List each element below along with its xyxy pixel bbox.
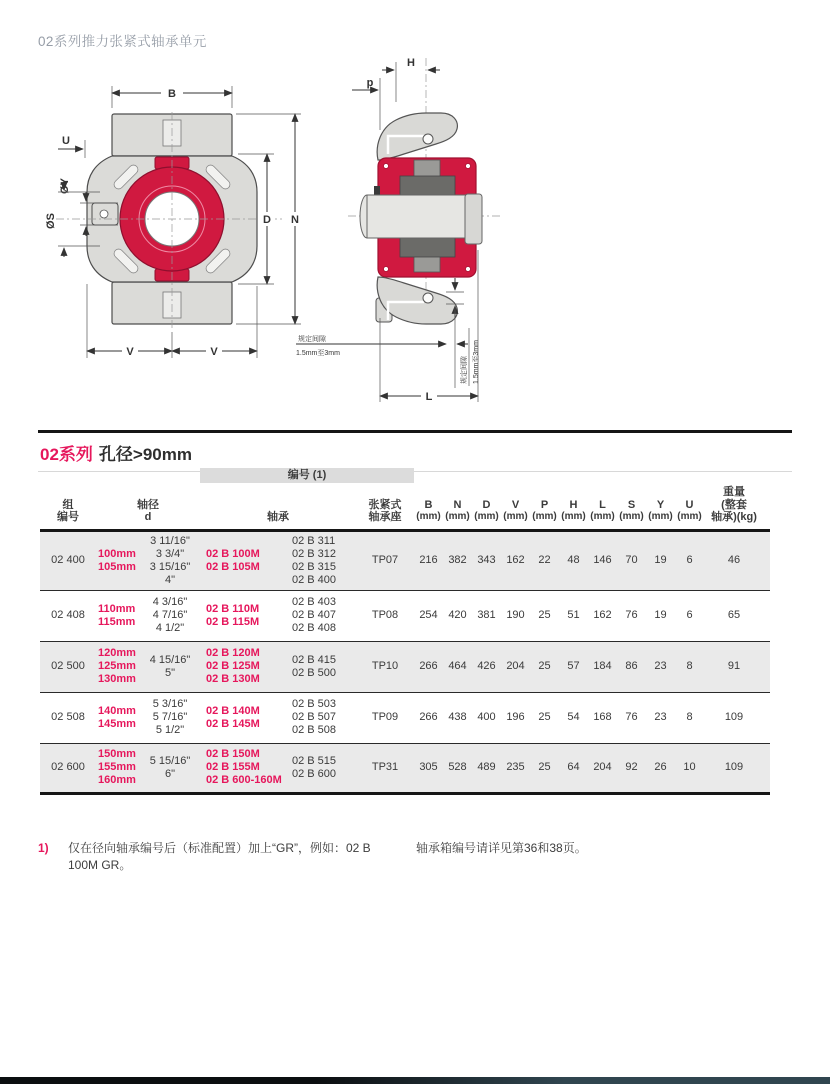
footnote-text-right: 轴承箱编号请详见第36和38页。 [416, 841, 587, 855]
bearing-number-imperial: 02 B 503 02 B 507 02 B 508 [292, 698, 337, 736]
dim-h: 54 [567, 711, 580, 723]
dim-h: 64 [567, 761, 580, 773]
side-view-diagram [288, 50, 578, 428]
clearance-note-vertical [459, 328, 480, 386]
dimension-b [112, 85, 232, 108]
front-view-diagram [42, 56, 312, 376]
table-row-02-408 [40, 591, 770, 642]
table-row-02-508 [40, 693, 770, 744]
dimension-u [58, 135, 85, 158]
column-header-u: U (mm) [677, 498, 702, 522]
dim-s: 76 [625, 609, 638, 621]
shaft-diameter-imperial: 5 15/16" 6" [149, 754, 191, 780]
shaft-diameter-metric: 120mm 125mm 130mm [98, 647, 136, 685]
dim-v: 235 [506, 761, 525, 773]
dim-y: 19 [654, 554, 667, 566]
dim-label-phi-y: ØY [59, 178, 71, 194]
dim-h: 57 [567, 660, 580, 672]
footnote-marker: 1) [38, 841, 49, 855]
column-header-h: H (mm) [561, 498, 586, 522]
dim-h: 48 [567, 554, 580, 566]
header-weight-line2: (整套 [721, 498, 747, 511]
weight: 109 [724, 761, 744, 773]
header-weight-line1: 重量 [723, 486, 745, 498]
column-header-d: D (mm) [474, 498, 499, 522]
dim-s: 92 [625, 761, 638, 773]
section-title [38, 430, 792, 472]
column-header-s: S (mm) [619, 498, 644, 522]
shaft-diameter-metric: 100mm 105mm [98, 547, 136, 573]
dim-u: 8 [686, 660, 693, 672]
dim-v: 204 [506, 660, 525, 672]
header-housing-line1: 张紧式 [368, 498, 402, 511]
header-weight-line3: 轴承)(kg) [711, 511, 757, 523]
page-title: 02系列推力张紧式轴承单元 [38, 34, 207, 49]
dim-l: 184 [593, 660, 612, 672]
shaft-diameter-imperial: 5 3/16" 5 7/16" 5 1/2" [152, 698, 188, 736]
table-row-02-500 [40, 642, 770, 693]
dim-s: 70 [625, 554, 638, 566]
table-row-02-400 [40, 532, 770, 591]
dim-b: 216 [419, 554, 438, 566]
table-body [40, 532, 770, 795]
group-number: 02 400 [51, 554, 85, 566]
table-row-02-600 [40, 744, 770, 795]
footnote-text-left: 仅在径向轴承编号后（标准配置）加上“GR”，例如：02 B 100M GR。 [68, 841, 371, 872]
dim-label-n: N [291, 214, 299, 226]
group-number: 02 600 [51, 761, 85, 773]
section-bore: 孔径>90mm [98, 445, 192, 464]
dim-h: 51 [567, 609, 580, 621]
dim-p: 25 [538, 660, 551, 672]
bottom-bracket [376, 277, 457, 324]
dim-p: 22 [538, 554, 551, 566]
dim-n: 382 [448, 554, 467, 566]
dim-label-h: H [407, 57, 415, 69]
dim-n: 438 [448, 711, 467, 723]
group-number: 02 508 [51, 711, 85, 723]
tension-housing-number: TP07 [371, 554, 399, 566]
dim-n: 464 [448, 660, 467, 672]
dim-u: 10 [683, 761, 696, 773]
dim-u: 6 [686, 554, 693, 566]
dim-n: 528 [448, 761, 467, 773]
dim-label-b: B [168, 88, 176, 100]
dim-p: 25 [538, 609, 551, 621]
group-number: 02 408 [51, 609, 85, 621]
bearing-number-metric: 02 B 140M 02 B 145M [206, 704, 260, 730]
shaft-diameter-metric: 140mm 145mm [98, 704, 136, 730]
shaft-diameter-imperial: 4 3/16" 4 7/16" 4 1/2" [152, 596, 188, 634]
dim-y: 23 [654, 711, 667, 723]
table-header-row [40, 483, 770, 532]
page-bottom-bar [0, 1077, 830, 1084]
dim-s: 76 [625, 711, 638, 723]
bearing-number-metric: 02 B 120M 02 B 125M 02 B 130M [206, 647, 260, 685]
dim-v: 162 [506, 554, 525, 566]
header-group-line1: 组 [62, 498, 74, 511]
dim-b: 254 [419, 609, 438, 621]
dim-n: 420 [448, 609, 467, 621]
dim-u: 6 [686, 609, 693, 621]
dim-p: 25 [538, 761, 551, 773]
tension-housing-number: TP10 [371, 660, 399, 672]
column-header-weight [704, 486, 764, 524]
bearing-number-imperial: 02 B 403 02 B 407 02 B 408 [292, 596, 337, 634]
bearing-number-metric: 02 B 150M 02 B 155M 02 B 600-160M [206, 748, 282, 786]
dim-u: 8 [686, 711, 693, 723]
dim-d: 343 [477, 554, 496, 566]
dim-v: 196 [506, 711, 525, 723]
dim-l: 204 [593, 761, 612, 773]
header-group-line2: 编号 [57, 511, 79, 523]
column-header-p: P (mm) [532, 498, 557, 522]
column-header-b: B (mm) [416, 498, 441, 522]
dim-v: 190 [506, 609, 525, 621]
dimension-h [382, 57, 440, 102]
clearance-note-vertical-value: 1.5mm至3mm [473, 340, 480, 384]
clearance-note-value: 1.5mm至3mm [296, 350, 340, 357]
bearing-number-imperial: 02 B 515 02 B 600 [292, 754, 337, 780]
column-header-v: V (mm) [503, 498, 528, 522]
bearing-number-metric: 02 B 110M 02 B 115M [206, 602, 260, 628]
dim-d: 381 [477, 609, 496, 621]
weight: 109 [724, 711, 744, 723]
column-header-bearing [200, 511, 356, 524]
dim-label-u: U [62, 135, 70, 147]
top-bracket [377, 113, 457, 160]
dim-label-v-left: V [126, 346, 134, 358]
shaft-diameter-metric: 150mm 155mm 160mm [98, 748, 136, 786]
weight: 46 [727, 554, 741, 566]
dim-y: 23 [654, 660, 667, 672]
group-number: 02 500 [51, 660, 85, 672]
dim-l: 168 [593, 711, 612, 723]
column-header-shaft-diameter [96, 499, 200, 524]
shaft-diameter-imperial: 3 11/16" 3 3/4" 3 15/16" 4" [149, 534, 191, 586]
dim-label-p: p [366, 77, 374, 89]
dim-l: 162 [593, 609, 612, 621]
dim-d: 426 [477, 660, 496, 672]
column-header-n: N (mm) [445, 498, 470, 522]
header-shaft-line2: d [144, 511, 152, 523]
shaft-diameter-metric: 110mm 115mm [98, 602, 136, 628]
tension-housing-number: TP31 [371, 761, 399, 773]
weight: 91 [727, 660, 741, 672]
header-housing-line2: 轴承座 [368, 511, 402, 523]
clearance-note-title: 规定间隙 [298, 336, 326, 343]
dim-b: 266 [419, 660, 438, 672]
dim-b: 266 [419, 711, 438, 723]
dim-l: 146 [593, 554, 612, 566]
dim-label-d: D [263, 214, 271, 226]
column-header-y: Y (mm) [648, 498, 673, 522]
column-header-number-group: 编号 (1) [200, 468, 414, 483]
dim-b: 305 [419, 761, 438, 773]
header-shaft-line1: 轴径 [137, 498, 159, 511]
bearing-number-imperial: 02 B 311 02 B 312 02 B 315 02 B 400 [292, 534, 337, 586]
clearance-note-left [296, 334, 468, 357]
column-header-housing [356, 499, 414, 524]
dim-label-l: L [425, 391, 433, 403]
header-bearing-label: 轴承 [267, 511, 289, 523]
clearance-note-vertical-title: 规定间隙 [461, 356, 468, 384]
footnote [38, 840, 790, 874]
tension-housing-number: TP09 [371, 711, 399, 723]
dim-label-v-right: V [210, 346, 218, 358]
weight: 65 [727, 609, 741, 621]
tension-housing-number: TP08 [371, 609, 399, 621]
dim-d: 489 [477, 761, 496, 773]
bearing-number-imperial: 02 B 415 02 B 500 [292, 653, 337, 679]
dim-label-phi-s: ØS [45, 213, 57, 229]
dim-y: 26 [654, 761, 667, 773]
section-series: 02系列 [40, 445, 93, 464]
dim-y: 19 [654, 609, 667, 621]
spec-table [40, 468, 770, 795]
bearing-number-metric: 02 B 100M 02 B 105M [206, 547, 260, 573]
shaft-diameter-imperial: 4 15/16" 5" [149, 653, 191, 679]
column-header-group [40, 499, 96, 524]
dimension-p [352, 77, 380, 130]
dim-p: 25 [538, 711, 551, 723]
column-header-l: L (mm) [590, 498, 615, 522]
dim-d: 400 [477, 711, 496, 723]
dim-s: 86 [625, 660, 638, 672]
